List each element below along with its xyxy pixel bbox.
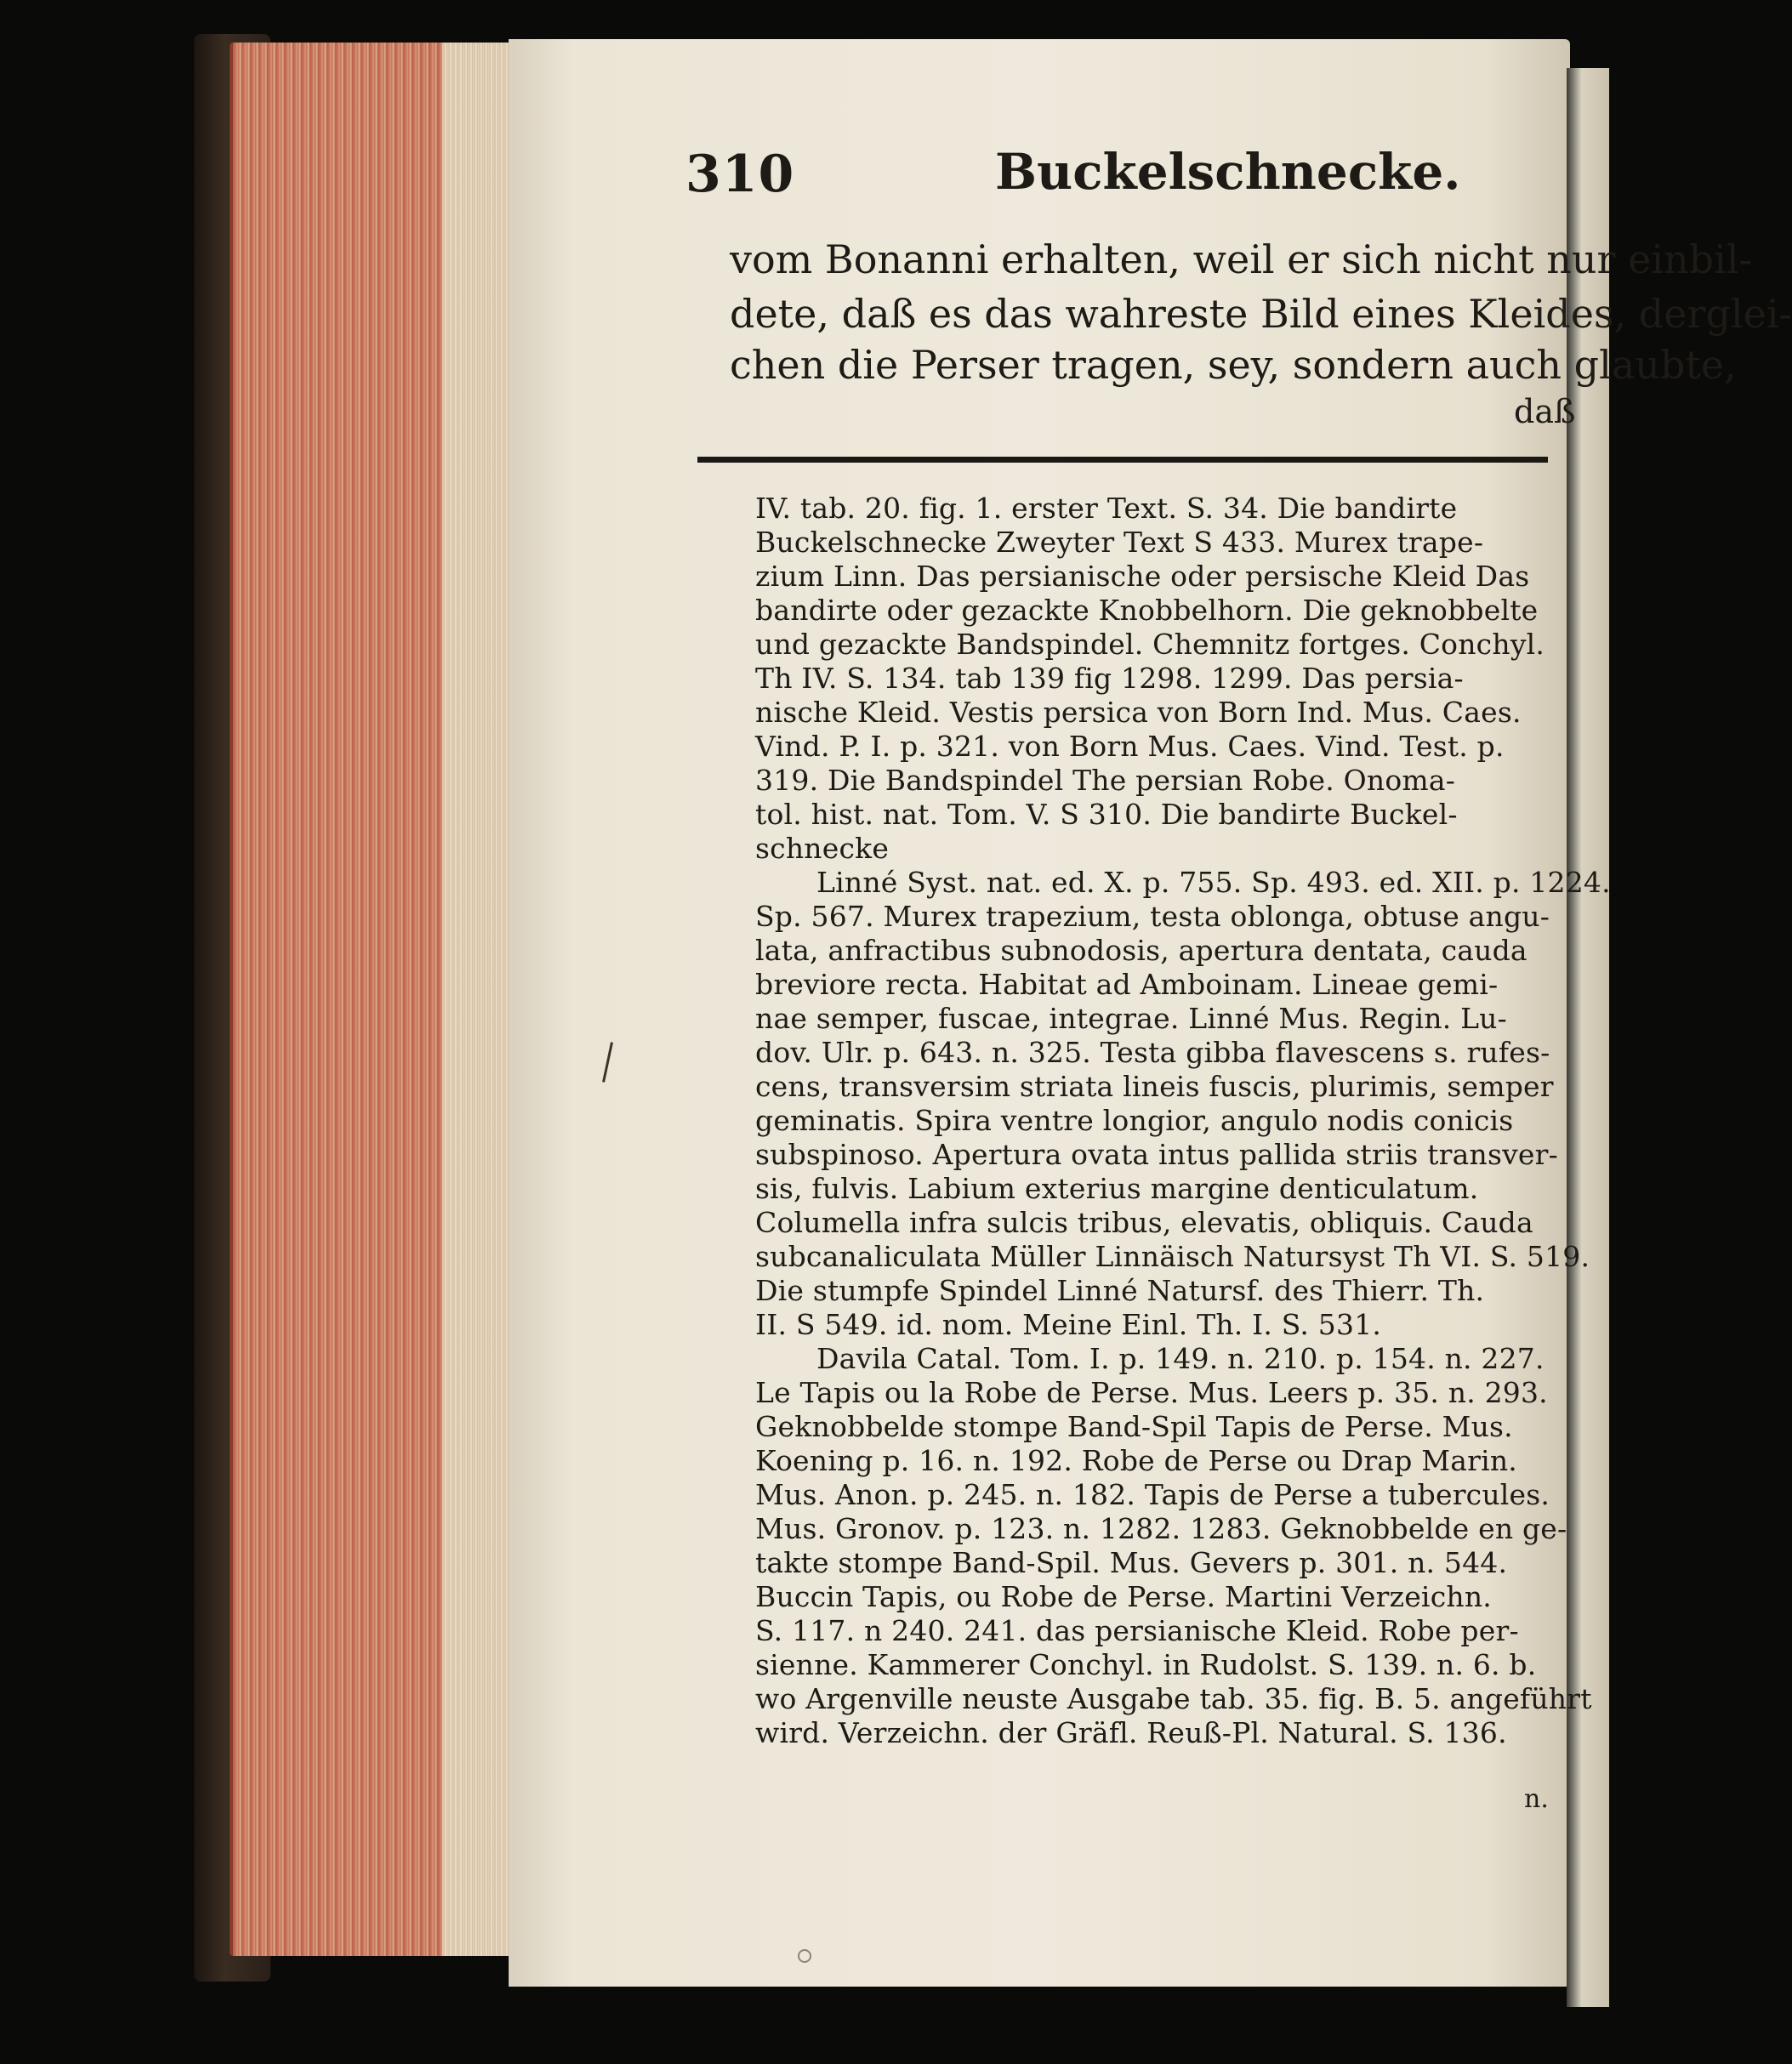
footnote-line: Linné Syst. nat. ed. X. p. 755. Sp. 493. ed. XII. p. 1224. (816, 866, 1611, 899)
footnote-line: II. S 549. id. nom. Meine Einl. Th. I. S. 531. (755, 1308, 1382, 1341)
footnote-line: subspinoso. Apertura ovata intus pallida striis transver- (755, 1138, 1558, 1171)
footnote-line: Le Tapis ou la Robe de Perse. Mus. Leers p. 35. n. 293. (755, 1376, 1548, 1409)
footnote-line: Mus. Gronov. p. 123. n. 1282. 1283. Geknobbelde en ge- (755, 1512, 1567, 1545)
footnote-line: schnecke (755, 832, 890, 865)
footnote-line: Koening p. 16. n. 192. Robe de Perse ou Drap Marin. (755, 1444, 1517, 1477)
footnote-line: zium Linn. Das persianische oder persische Kleid Das (755, 560, 1530, 593)
footnote-trailing-mark: n. (1524, 1784, 1549, 1814)
footnote-line: 319. Die Bandspindel The persian Robe. Onoma- (755, 764, 1456, 797)
footnote-line: Columella infra sulcis tribus, elevatis, obliquis. Cauda (755, 1206, 1533, 1239)
footnote-line: sis, fulvis. Labium exterius margine denticulatum. (755, 1172, 1479, 1205)
footnote-line: dov. Ulr. p. 643. n. 325. Testa gibba flavescens s. rufes- (755, 1036, 1550, 1069)
main-text-line: dete, daß es das wahreste Bild eines Kleides, derglei- (730, 291, 1792, 337)
footnote-line: S. 117. n 240. 241. das persianische Kleid. Robe per- (755, 1614, 1519, 1647)
footnote-line: cens, transversim striata lineis fuscis, plurimis, semper (755, 1070, 1554, 1103)
running-head: Buckelschnecke. (995, 143, 1461, 201)
main-text-line: chen die Perser tragen, sey, sondern auch glaubte, (730, 342, 1737, 388)
page-number: 310 (686, 145, 795, 204)
footnote-line: takte stompe Band-Spil. Mus. Gevers p. 301. n. 544. (755, 1546, 1508, 1579)
footnote-line: tol. hist. nat. Tom. V. S 310. Die bandirte Buckel- (755, 798, 1458, 831)
footnote-line: nae semper, fuscae, integrae. Linné Mus. Regin. Lu- (755, 1002, 1507, 1035)
footnote-line: nische Kleid. Vestis persica von Born Ind. Mus. Caes. (755, 696, 1522, 729)
footnote-line: Buccin Tapis, ou Robe de Perse. Martini Verzeichn. (755, 1580, 1492, 1613)
footnote-rule (697, 457, 1548, 463)
footnote-line: Buckelschnecke Zweyter Text S 433. Murex trape- (755, 526, 1484, 559)
footnote-line: Sp. 567. Murex trapezium, testa oblonga, obtuse angu- (755, 900, 1550, 933)
footnote-line: Vind. P. I. p. 321. von Born Mus. Caes. Vind. Test. p. (755, 730, 1505, 763)
footnote-line: wird. Verzeichn. der Gräfl. Reuß-Pl. Natural. S. 136. (755, 1716, 1507, 1749)
footnote-line: subcanaliculata Müller Linnäisch Natursyst Th VI. S. 519. (755, 1240, 1590, 1273)
footnote-line: Geknobbelde stompe Band-Spil Tapis de Perse. Mus. (755, 1410, 1513, 1443)
footnote-line: Mus. Anon. p. 245. n. 182. Tapis de Perse a tubercules. (755, 1478, 1550, 1511)
footnote-line: bandirte oder gezackte Knobbelhorn. Die geknobbelte (755, 594, 1539, 627)
footnote-line: breviore recta. Habitat ad Amboinam. Lineae gemi- (755, 968, 1499, 1001)
footnote-line: sienne. Kammerer Conchyl. in Rudolst. S. 139. n. 6. b. (755, 1648, 1537, 1681)
footnote-line: IV. tab. 20. fig. 1. erster Text. S. 34. Die bandirte (755, 492, 1458, 525)
footnote-line: lata, anfractibus subnodosis, apertura dentata, cauda (755, 934, 1527, 967)
footnote-line: geminatis. Spira ventre longior, angulo nodis conicis (755, 1104, 1514, 1137)
main-text-line: vom Bonanni erhalten, weil er sich nicht nur einbil- (730, 236, 1753, 282)
catch-word: daß (1514, 393, 1576, 430)
footnote-line: Die stumpfe Spindel Linné Natursf. des Thierr. Th. (755, 1274, 1485, 1307)
footnote-line: und gezackte Bandspindel. Chemnitz fortges. Conchyl. (755, 628, 1545, 661)
footnote-line: Davila Catal. Tom. I. p. 149. n. 210. p. 154. n. 227. (816, 1342, 1545, 1375)
footnote-line: Th IV. S. 134. tab 139 fig 1298. 1299. Das persia- (755, 662, 1464, 695)
footnote-line: wo Argenville neuste Ausgabe tab. 35. fig. B. 5. angeführt (755, 1682, 1592, 1715)
